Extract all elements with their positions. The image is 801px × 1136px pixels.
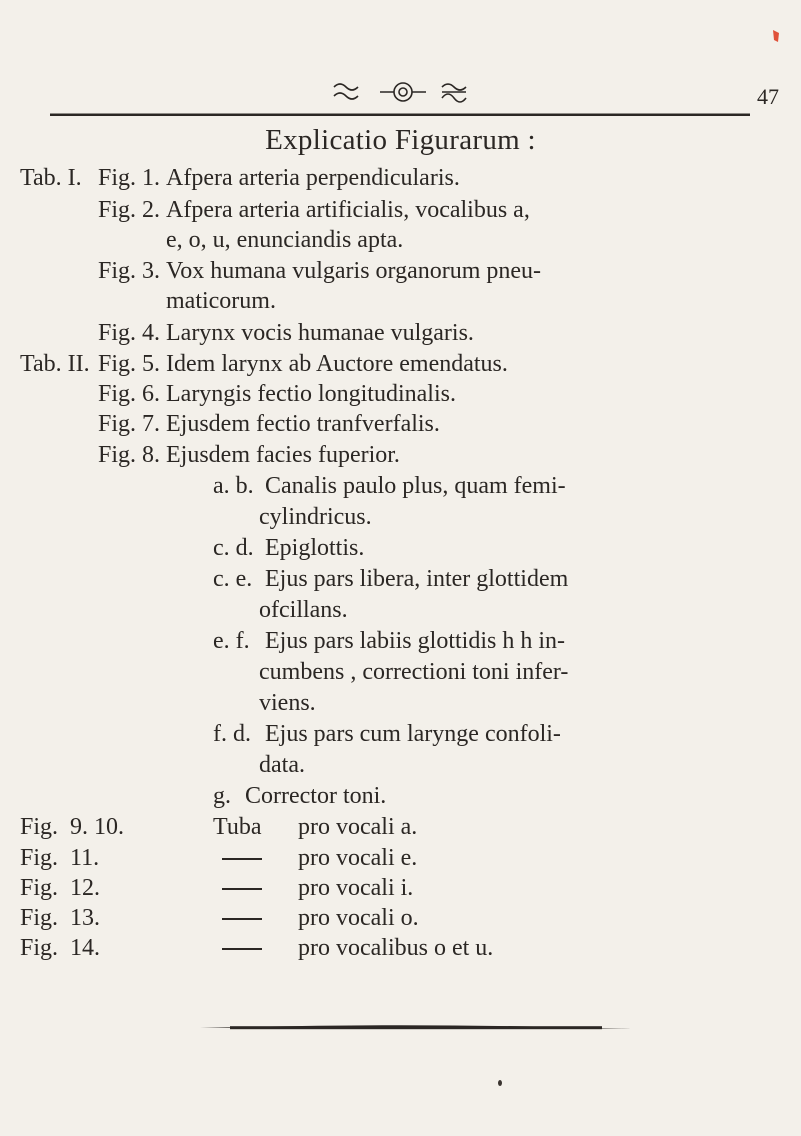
figure-number: 9. 10. xyxy=(70,814,124,840)
figure-caption: Afpera arteria perpendicularis. xyxy=(166,165,460,191)
legend-text-continued: viens. xyxy=(259,690,316,716)
figure-caption: Larynx vocis humanae vulgaris. xyxy=(166,320,474,346)
figure-caption: Ejusdem facies fuperior. xyxy=(166,442,400,468)
header-rule xyxy=(50,112,750,117)
tube-description: pro vocali i. xyxy=(298,875,414,901)
legend-text: Ejus pars labiis glottidis h h in- xyxy=(265,628,565,654)
legend-text: Canalis paulo plus, quam femi- xyxy=(265,473,566,499)
plate-label: Tab. II. xyxy=(20,351,90,377)
tube-description: pro vocali a. xyxy=(298,814,418,840)
legend-text-continued: ofcillans. xyxy=(259,597,348,623)
ink-speck xyxy=(498,1080,502,1086)
figure-number: Fig. 8. xyxy=(98,442,161,468)
legend-key: g. xyxy=(213,783,231,809)
figure-number: 11. xyxy=(70,845,100,871)
figure-number: Fig. 6. xyxy=(98,381,161,407)
figure-number: Fig. 3. xyxy=(98,258,161,284)
figure-label: Fig. xyxy=(20,935,59,961)
legend-text-continued: cumbens , correctioni toni infer- xyxy=(259,659,569,685)
figure-label: Fig. xyxy=(20,814,59,840)
legend-text: Corrector toni. xyxy=(245,783,387,809)
tube-description: pro vocalibus o et u. xyxy=(298,935,494,961)
figure-label: Fig. xyxy=(20,845,59,871)
figure-caption-continued: e, o, u, enunciandis apta. xyxy=(166,227,404,253)
ditto-dash xyxy=(222,918,262,920)
legend-key: e. f. xyxy=(213,628,250,654)
tube-description: pro vocali o. xyxy=(298,905,419,931)
figure-number: 12. xyxy=(70,875,100,901)
legend-key: c. d. xyxy=(213,535,254,561)
legend-text-continued: cylindricus. xyxy=(259,504,372,530)
figure-caption: Ejusdem fectio tranfverfalis. xyxy=(166,411,440,437)
page-number: 47 xyxy=(757,84,779,109)
figure-number: Fig. 1. xyxy=(98,165,161,191)
tailpiece-rule xyxy=(200,1023,632,1033)
legend-text-continued: data. xyxy=(259,752,305,778)
figure-label: Fig. xyxy=(20,875,59,901)
tube-description: pro vocali e. xyxy=(298,845,418,871)
legend-text: Ejus pars cum larynge confoli- xyxy=(265,721,561,747)
ditto-dash xyxy=(222,858,262,860)
headpiece-ornament-icon xyxy=(330,78,476,106)
ditto-dash xyxy=(222,948,262,950)
figure-number: 13. xyxy=(70,905,100,931)
figure-caption: Vox humana vulgaris organorum pneu- xyxy=(166,258,542,284)
ditto-dash xyxy=(222,888,262,890)
figure-caption: Afpera arteria artificialis, vocalibus a, xyxy=(166,197,530,223)
figure-number: Fig. 5. xyxy=(98,351,161,377)
plate-label: Tab. I. xyxy=(20,165,82,191)
figure-number: Fig. 4. xyxy=(98,320,161,346)
figure-caption: Idem larynx ab Auctore emendatus. xyxy=(166,351,508,377)
legend-key: f. d. xyxy=(213,721,251,747)
corner-mark-icon xyxy=(770,28,782,44)
tube-label: Tuba xyxy=(213,814,262,840)
figure-caption: Laryngis fectio longitudinalis. xyxy=(166,381,456,407)
legend-key: a. b. xyxy=(213,473,254,499)
figure-number: Fig. 2. xyxy=(98,197,161,223)
legend-text: Epiglottis. xyxy=(265,535,365,561)
legend-text: Ejus pars libera, inter glottidem xyxy=(265,566,569,592)
section-heading: Explicatio Figurarum : xyxy=(265,124,536,156)
figure-caption-continued: maticorum. xyxy=(166,288,276,314)
figure-number: 14. xyxy=(70,935,100,961)
figure-number: Fig. 7. xyxy=(98,411,161,437)
legend-key: c. e. xyxy=(213,566,253,592)
figure-label: Fig. xyxy=(20,905,59,931)
